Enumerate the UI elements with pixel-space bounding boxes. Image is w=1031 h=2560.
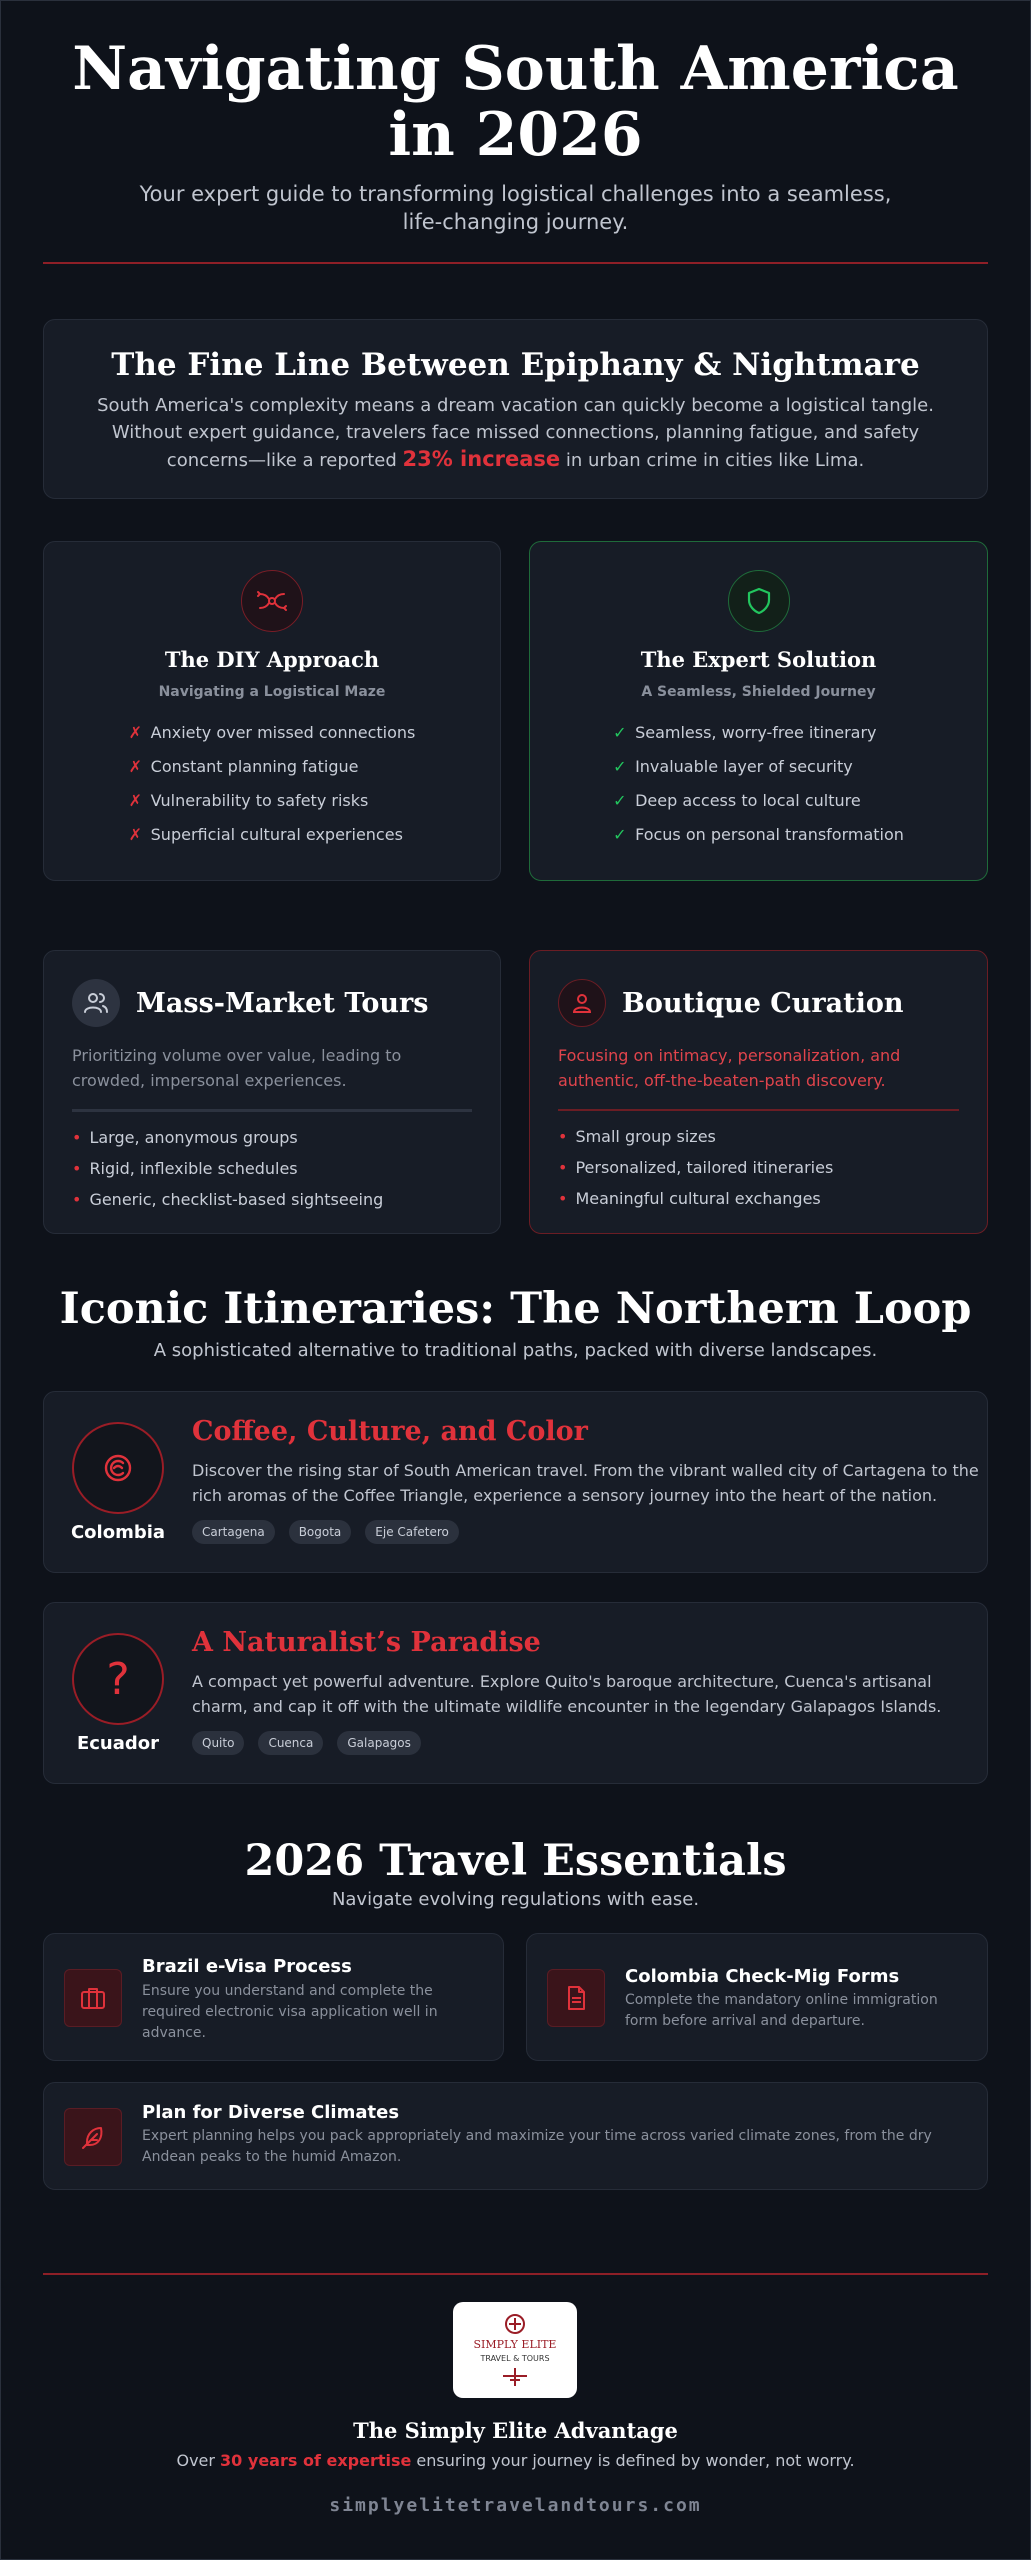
footer-text-before: Over: [176, 2451, 221, 2470]
document-icon: [547, 1969, 605, 2027]
mass-market-card: [43, 950, 501, 1234]
feather-icon: [64, 2108, 122, 2166]
essential-desc: Ensure you understand and complete the required electronic visa application well in advance.: [142, 1983, 438, 2041]
itinerary-tags: [192, 1520, 459, 1544]
page-subtitle: Your expert guide to transforming logistical challenges into a seamless, life-changing journey.: [139, 182, 892, 234]
list-item: [613, 750, 904, 784]
cross-icon: ✗: [128, 791, 143, 810]
intro-text: [74, 392, 957, 474]
itinerary-country: Colombia: [70, 1522, 166, 1543]
intro-card: [43, 319, 988, 499]
expert-list: [613, 716, 904, 852]
list-item: [129, 818, 416, 852]
list-item-text: Personalized, tailored itineraries: [575, 1158, 834, 1177]
boutique-card: [529, 950, 988, 1234]
page-title: Navigating South America in 2026: [72, 34, 959, 170]
divider: [558, 1109, 959, 1111]
diy-subtitle: Navigating a Logistical Maze: [158, 684, 386, 700]
tag: Quito: [192, 1731, 244, 1755]
list-item-text: Large, anonymous groups: [89, 1128, 298, 1147]
brand-logo: [453, 2302, 577, 2398]
logo-line-1: SIMPLY ELITE: [473, 2338, 557, 2351]
check-icon: ✓: [613, 723, 627, 742]
essential-title: Colombia Check-Mig Forms: [625, 1966, 900, 1987]
boutique-list: [558, 1121, 959, 1214]
cross-icon: ✗: [128, 825, 143, 844]
essentials-title: 2026 Travel Essentials: [244, 1836, 787, 1886]
essential-title: Plan for Diverse Climates: [142, 2102, 400, 2123]
intro-highlight: 23% increase: [402, 447, 561, 471]
website-link[interactable]: simplyelitetravelandtours.com: [329, 2495, 702, 2516]
list-item-text: Superficial cultural experiences: [150, 825, 403, 844]
list-item-text: Meaningful cultural exchanges: [575, 1189, 821, 1208]
itineraries-title: Iconic Itineraries: The Northern Loop: [59, 1284, 972, 1334]
header-divider: [43, 262, 988, 264]
list-item-text: Constant planning fatigue: [150, 757, 359, 776]
list-item-text: Generic, checklist-based sightseeing: [89, 1190, 384, 1209]
list-item: • Large, anonymous groups: [72, 1128, 298, 1147]
list-item-text: Invaluable layer of security: [635, 757, 853, 776]
route-icon: [241, 570, 303, 632]
tag: Eje Cafetero: [365, 1520, 459, 1544]
expert-title: The Expert Solution: [640, 647, 877, 672]
check-icon: ✓: [613, 791, 627, 810]
list-item: • Personalized, tailored itineraries: [558, 1158, 834, 1177]
footer-title: The Simply Elite Advantage: [353, 2418, 678, 2443]
essential-card-brazil: [43, 1933, 504, 2061]
itinerary-title: A Naturalist’s Paradise: [192, 1627, 541, 1658]
boutique-desc: Focusing on intimacy, personalization, and authentic, off-the-beaten-path discovery.: [558, 1046, 901, 1090]
footer-divider: [43, 2273, 988, 2275]
list-item: [129, 750, 416, 784]
list-item: [129, 784, 416, 818]
list-item-text: Focus on personal transformation: [635, 825, 904, 844]
itinerary-title: Coffee, Culture, and Color: [192, 1416, 588, 1447]
essential-title: Brazil e-Visa Process: [142, 1956, 352, 1977]
question-icon: ?: [72, 1633, 164, 1725]
tag: Bogota: [289, 1520, 352, 1544]
briefcase-icon: [64, 1969, 122, 2027]
list-item: • Small group sizes: [558, 1127, 716, 1146]
mass-market-title: Mass-Market Tours: [136, 987, 429, 1019]
logo-line-2: TRAVEL & TOURS: [480, 2354, 550, 2363]
intro-text-after: in urban crime in cities like Lima.: [560, 450, 865, 471]
list-item-text: Rigid, inflexible schedules: [89, 1159, 298, 1178]
boutique-title: Boutique Curation: [622, 987, 904, 1019]
essentials-subtitle: Navigate evolving regulations with ease.: [331, 1889, 700, 1910]
expert-card: [529, 541, 988, 881]
footer-text-after: ensuring your journey is defined by wonder, not worry.: [411, 2451, 855, 2470]
diy-card: [43, 541, 501, 881]
list-item-text: Vulnerability to safety risks: [150, 791, 369, 810]
coffee-swirl-icon: [72, 1422, 164, 1514]
users-icon: [72, 979, 120, 1027]
list-item: [129, 716, 416, 750]
footer-highlight: 30 years of expertise: [220, 2451, 412, 2470]
list-item: • Meaningful cultural exchanges: [558, 1189, 821, 1208]
itinerary-desc: Discover the rising star of South American travel. From the vibrant walled city of Cartagena to the rich aromas of the Coffee Triangle, experience a sensory journey into the heart of the nation.: [192, 1461, 979, 1505]
list-item: [613, 716, 904, 750]
itinerary-country: Ecuador: [76, 1733, 160, 1754]
list-item-text: Small group sizes: [575, 1127, 716, 1146]
cross-icon: ✗: [128, 757, 143, 776]
diy-title: The DIY Approach: [164, 647, 380, 672]
list-item-text: Seamless, worry-free itinerary: [635, 723, 877, 742]
essential-desc: Expert planning helps you pack appropriately and maximize your time across varied climate zones, from the dry Andean peaks to the humid Amazon.: [142, 2128, 932, 2165]
itinerary-tags: [192, 1731, 421, 1755]
itineraries-subtitle: A sophisticated alternative to traditional paths, packed with diverse landscapes.: [153, 1340, 878, 1361]
intro-text-before: South America's complexity means a dream vacation can quickly become a logistical tangle. Without expert guidance, travelers face missed connections, planning fatigue, and safety concerns—like a reported: [97, 395, 934, 471]
check-icon: ✓: [613, 757, 627, 776]
list-item-text: Deep access to local culture: [635, 791, 861, 810]
mass-market-desc: Prioritizing volume over value, leading to crowded, impersonal experiences.: [72, 1046, 402, 1090]
user-icon: [558, 979, 606, 1027]
check-icon: ✓: [613, 825, 627, 844]
diy-list: [129, 716, 416, 852]
shield-icon: [728, 570, 790, 632]
tag: Cartagena: [192, 1520, 275, 1544]
list-item: • Generic, checklist-based sightseeing: [72, 1190, 384, 1209]
mass-market-list: [72, 1122, 472, 1215]
essential-card-colombia: [526, 1933, 988, 2061]
itinerary-card-ecuador: [43, 1602, 988, 1784]
divider: [72, 1109, 472, 1112]
expert-subtitle: A Seamless, Shielded Journey: [641, 684, 876, 700]
itinerary-card-colombia: [43, 1391, 988, 1573]
list-item: [613, 784, 904, 818]
tag: Cuenca: [258, 1731, 323, 1755]
intro-title: The Fine Line Between Epiphany & Nightmare: [111, 347, 920, 383]
cross-icon: ✗: [128, 723, 143, 742]
itinerary-desc: A compact yet powerful adventure. Explore Quito's baroque architecture, Cuenca's artisanal charm, and cap it off with the ultimate wildlife encounter in the legendary Galapagos Islands.: [192, 1672, 942, 1716]
footer-text: [0, 2451, 1031, 2470]
essential-card-climates: [43, 2082, 988, 2190]
tag: Galapagos: [337, 1731, 421, 1755]
essential-desc: Complete the mandatory online immigration form before arrival and departure.: [625, 1992, 938, 2029]
list-item: [613, 818, 904, 852]
list-item: • Rigid, inflexible schedules: [72, 1159, 298, 1178]
list-item-text: Anxiety over missed connections: [150, 723, 416, 742]
